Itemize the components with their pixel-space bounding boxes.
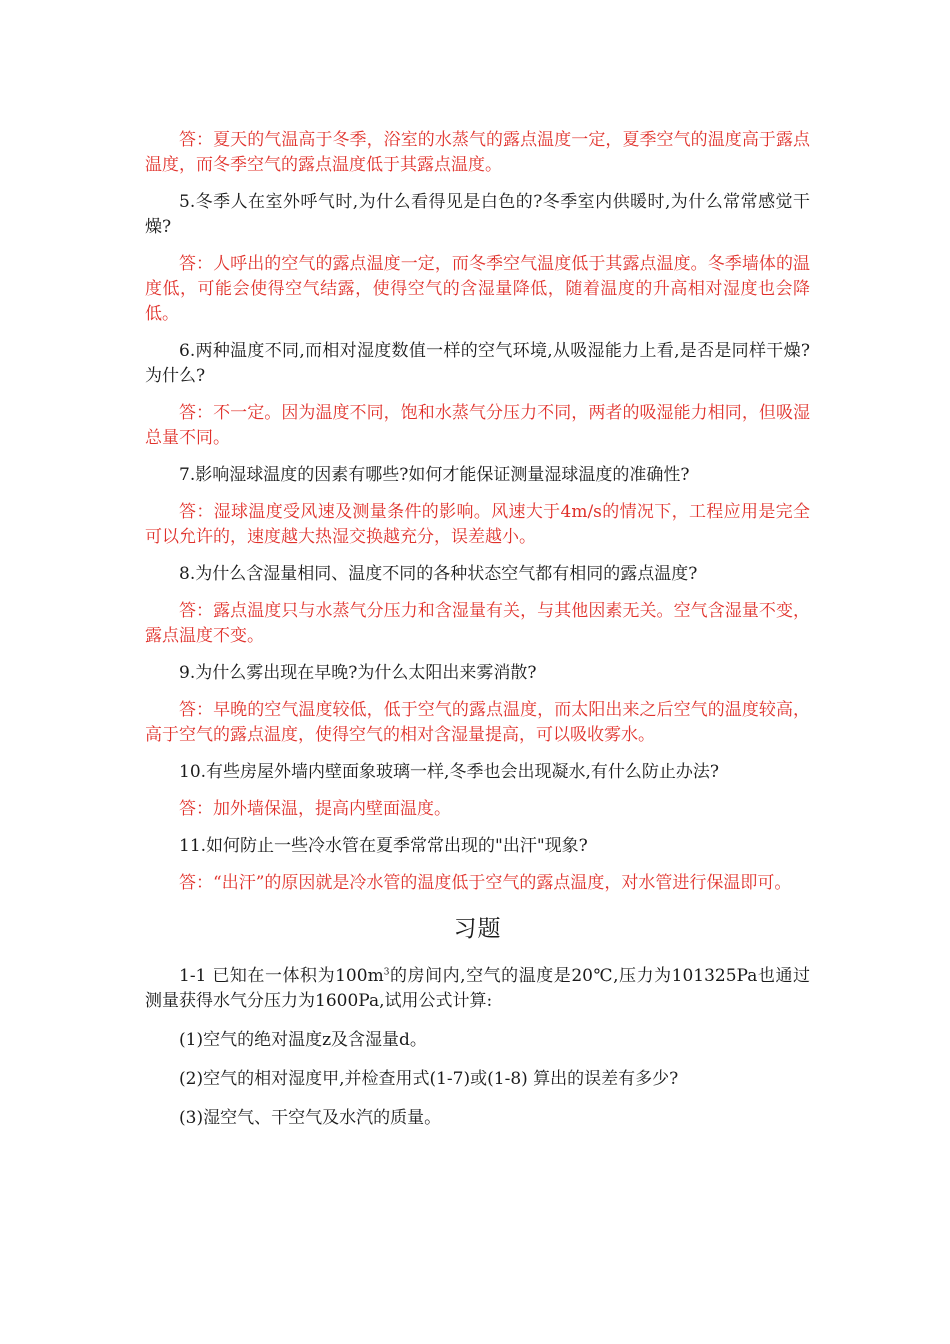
answer-11: 答：“出汗”的原因就是冷水管的温度低于空气的露点温度，对水管进行保温即可。 bbox=[179, 873, 792, 893]
question-9: 9.为什么雾出现在早晚?为什么太阳出来雾消散? bbox=[179, 663, 537, 683]
answer-5: 答：人呼出的空气的露点温度一定，而冬季空气温度低于其露点温度。冬季墙体的温度低，可能会使得空气结露，使得空气的含湿量降低，随着温度的升高相对湿度也会降低。 bbox=[145, 254, 810, 324]
problem-text-start: 1-1 已知在一体积为100m bbox=[179, 966, 384, 986]
question-10: 10.有些房屋外墙内壁面象玻璃一样,冬季也会出现凝水,有什么防止办法? bbox=[179, 762, 719, 782]
answer-8: 答：露点温度只与水蒸气分压力和含湿量有关，与其他因素无关。空气含湿量不变，露点温度不变。 bbox=[145, 601, 810, 646]
document-page bbox=[145, 128, 810, 1145]
answer-9: 答：早晚的空气温度较低，低于空气的露点温度，而太阳出来之后空气的温度较高，高于空气的露点温度，使得空气的相对含湿量提高，可以吸收雾水。 bbox=[145, 700, 810, 745]
problem-item-1: (1)空气的绝对温度z及含湿量d。 bbox=[179, 1030, 427, 1050]
exercise-section bbox=[145, 964, 810, 1131]
answer-4: 答：夏天的气温高于冬季，浴室的水蒸气的露点温度一定，夏季空气的温度高于露点温度，而冬季空气的露点温度低于其露点温度。 bbox=[145, 130, 810, 175]
exercise-heading: 习题 bbox=[453, 916, 502, 942]
question-7: 7.影响湿球温度的因素有哪些?如何才能保证测量湿球温度的准确性? bbox=[179, 465, 690, 485]
question-11: 11.如何防止一些冷水管在夏季常常出现的"出汗"现象? bbox=[179, 836, 588, 856]
problem-item-2: (2)空气的相对湿度甲,并检查用式(1-7)或(1-8) 算出的误差有多少? bbox=[179, 1069, 679, 1089]
problem-text-end: 的房间内,空气的温度是20℃,压力为101325Pa也通过测量获得水气分压力为1600Pa,试用公式计算: bbox=[145, 966, 810, 1011]
question-8: 8.为什么含湿量相同、温度不同的各种状态空气都有相同的露点温度? bbox=[179, 564, 698, 584]
answer-7: 答：湿球温度受风速及测量条件的影响。风速大于4m/s的情况下，工程应用是完全可以允许的，速度越大热湿交换越充分，误差越小。 bbox=[145, 502, 810, 547]
answer-10: 答：加外墙保温，提高内壁面温度。 bbox=[179, 799, 451, 819]
question-6: 6.两种温度不同,而相对湿度数值一样的空气环境,从吸湿能力上看,是否是同样干燥?为什么? bbox=[145, 341, 810, 386]
answer-6: 答：不一定。因为温度不同，饱和水蒸气分压力不同，两者的吸湿能力相同，但吸湿总量不同。 bbox=[145, 403, 810, 448]
cubic-superscript: 3 bbox=[383, 967, 390, 978]
problem-1-1 bbox=[145, 964, 810, 1014]
problem-item-3: (3)湿空气、干空气及水汽的质量。 bbox=[179, 1108, 442, 1128]
question-5: 5.冬季人在室外呼气时,为什么看得见是白色的?冬季室内供暖时,为什么常常感觉干燥? bbox=[145, 192, 810, 237]
